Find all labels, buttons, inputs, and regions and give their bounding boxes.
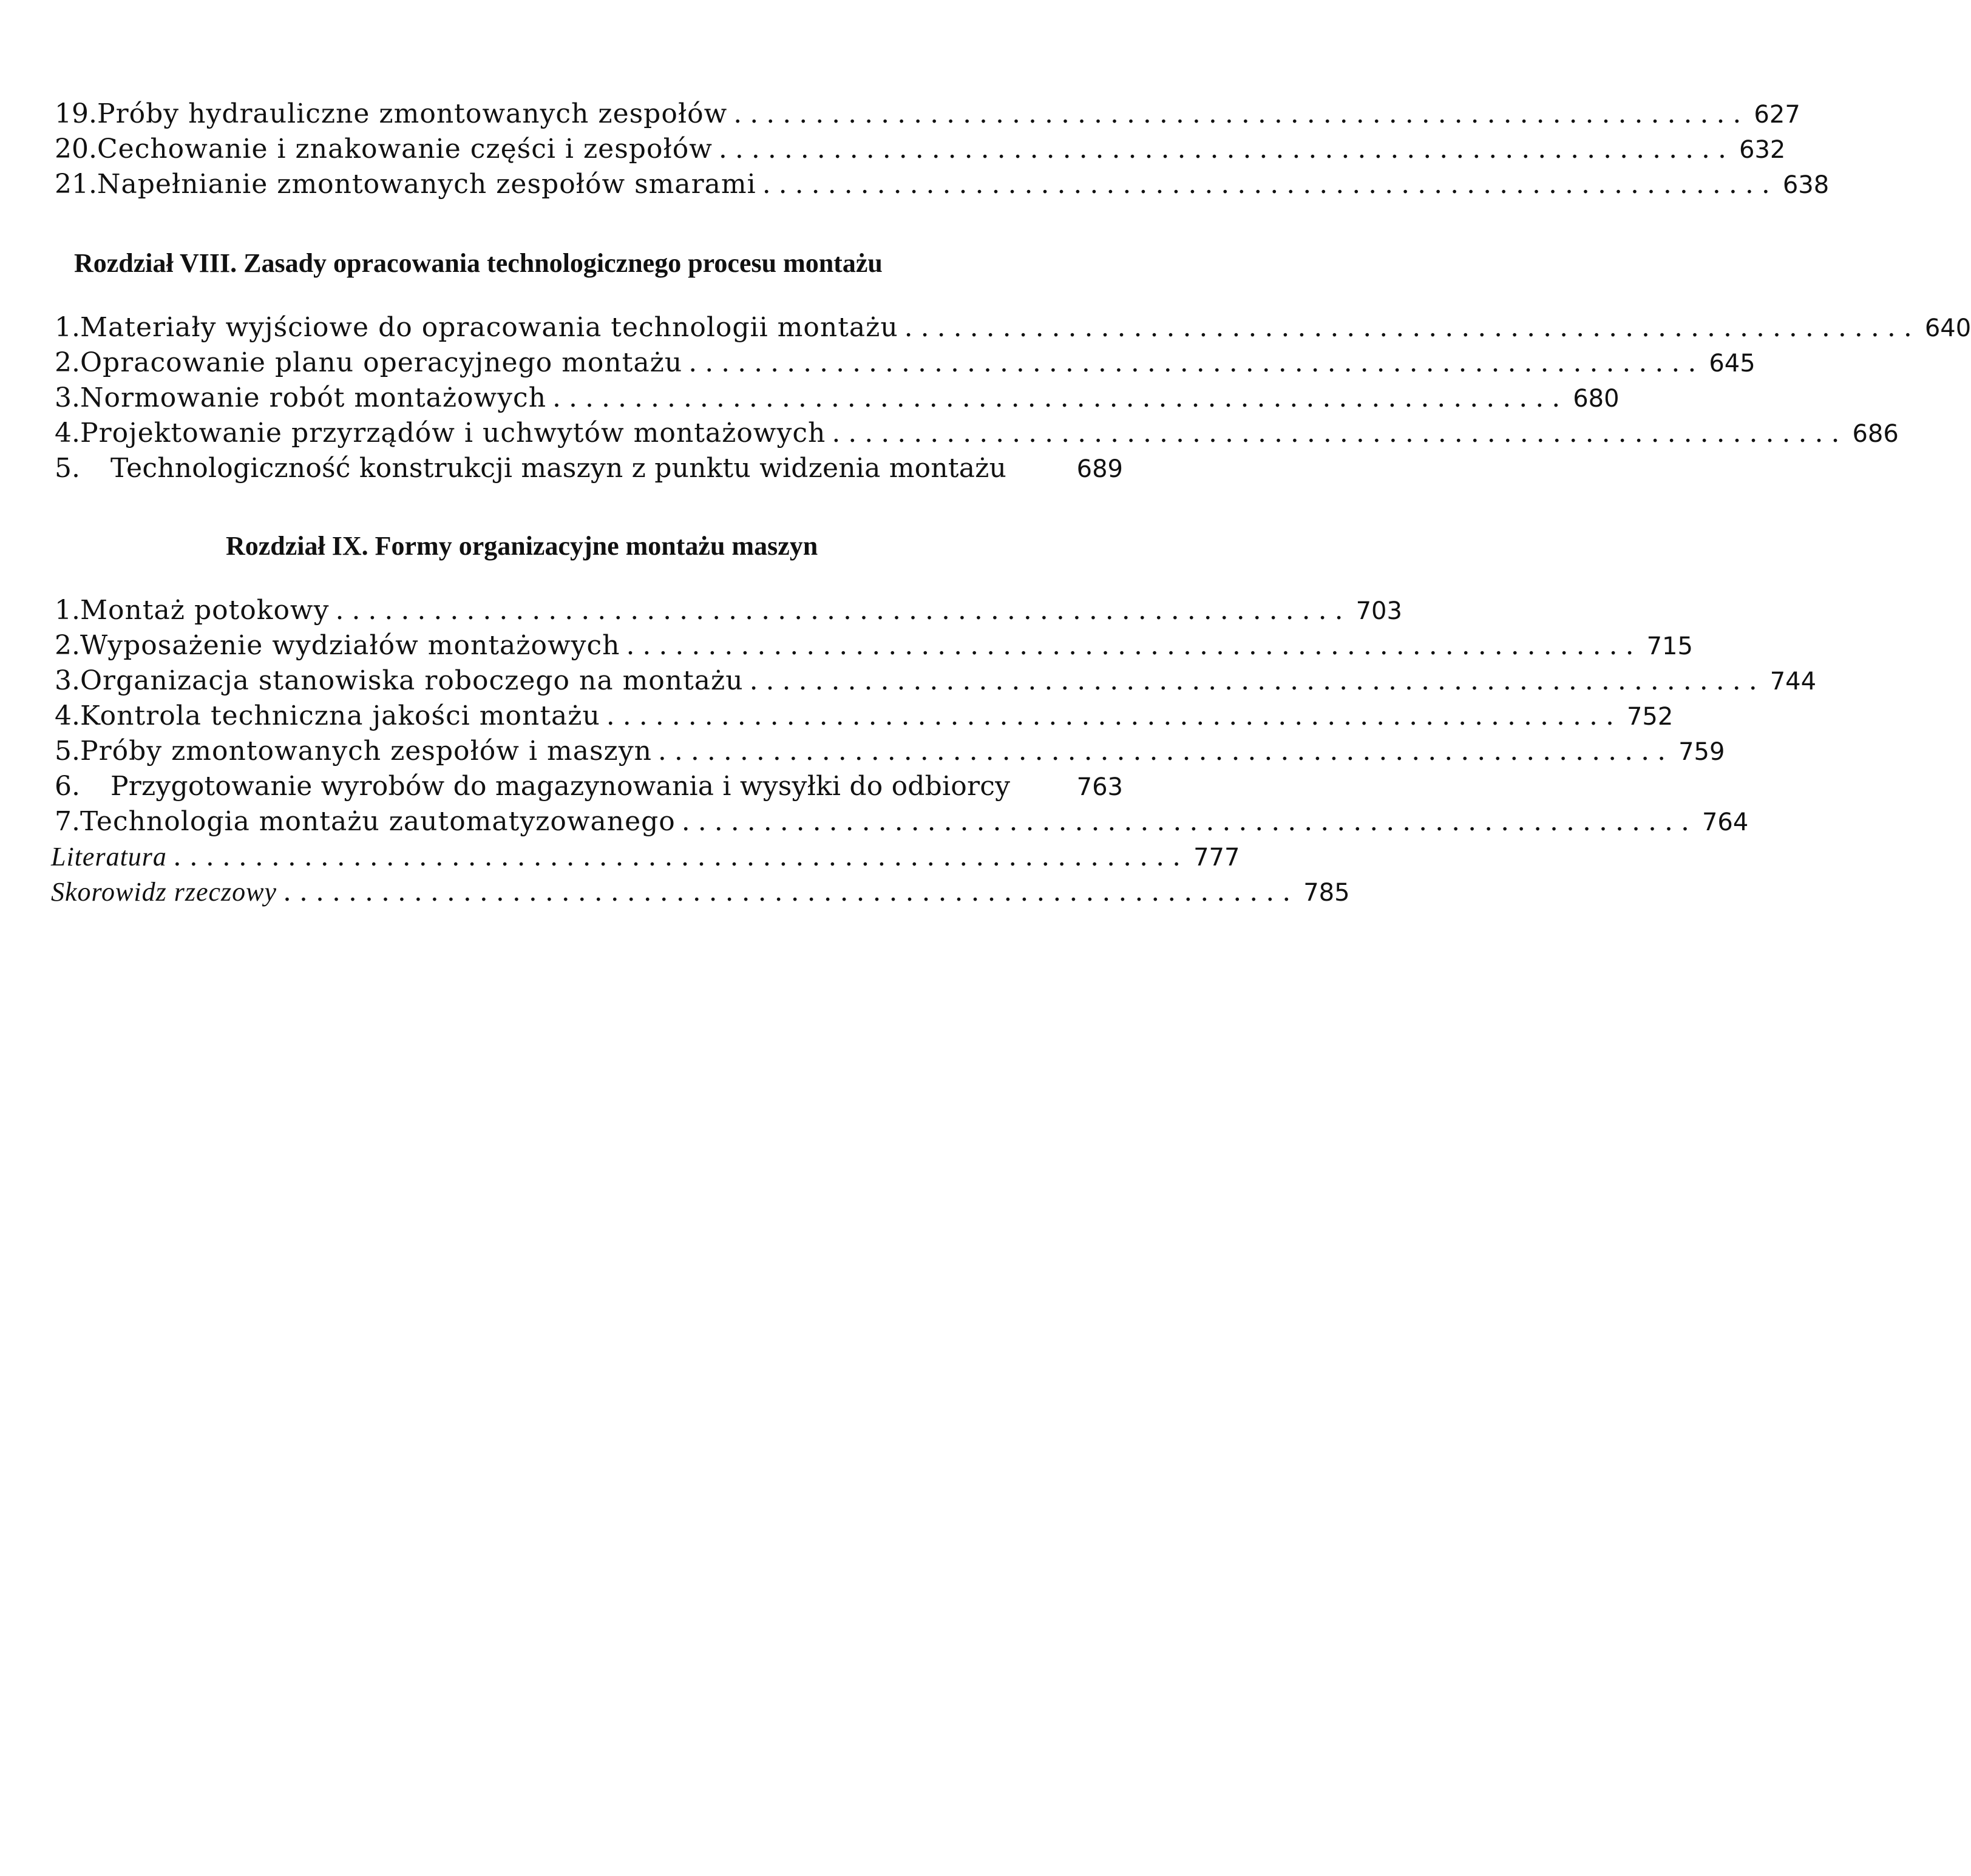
toc-entry-number: 4. [55, 418, 80, 449]
toc-leader-dots: .............................................................. [762, 169, 1778, 200]
toc-entry-number: 1. [55, 312, 80, 343]
toc-entry-title: Materiały wyjściowe do opracowania technologii montażu [80, 312, 898, 343]
toc-leader-dots: .............................................................. [749, 665, 1765, 696]
toc-entry [51, 874, 1350, 910]
chapter-heading: Rozdział VIII. Zasady opracowania technologicznego procesu montażu [74, 248, 883, 278]
toc-entry-number: 6. [55, 771, 80, 802]
toc-entry [55, 804, 1749, 840]
toc-entry-number: 1. [55, 595, 80, 626]
toc-entry-title: Montaż potokowy [80, 595, 330, 626]
toc-entry [55, 131, 1786, 168]
toc-entry-title: Próby zmontowanych zespołów i maszyn [80, 736, 652, 767]
toc-entry-number: 2. [55, 630, 80, 661]
toc-leader-dots: .............................................................. [606, 700, 1622, 731]
toc-entry-title: Technologiczność konstrukcji maszyn z punktu widzenia montażu [110, 453, 1007, 484]
toc-entry-title: Wyposażenie wydziałów montażowych [80, 630, 620, 661]
toc-entry-number: 5. [55, 453, 80, 484]
toc-entry [55, 733, 1725, 770]
toc-entry-page: 715 [1646, 632, 1693, 660]
toc-entry [55, 415, 1899, 452]
toc-entry-title: Literatura [51, 842, 167, 872]
toc-leader-dots: .............................................................. [657, 736, 1674, 767]
toc-entry-page: 785 [1303, 879, 1350, 907]
toc-entry-number: 19. [55, 98, 97, 129]
toc-entry-number: 21. [55, 169, 97, 200]
toc-entry-page: 627 [1754, 101, 1800, 129]
toc-entry-page: 763 [1076, 773, 1123, 801]
toc-entry [55, 166, 1830, 203]
toc-leader-dots: .............................................................. [552, 382, 1569, 413]
toc-entry-title: Napełnianie zmontowanych zespołów smarami [97, 169, 756, 200]
toc-entry-page: 689 [1076, 455, 1123, 483]
toc-entry-page: 638 [1782, 171, 1830, 199]
toc-entry-page: 645 [1709, 350, 1756, 378]
toc-entry-number: 7. [55, 806, 80, 837]
toc-entry [55, 380, 1620, 416]
toc-leader-dots: .............................................................. [718, 134, 1735, 164]
toc-entry-page: 703 [1355, 597, 1402, 625]
toc-entry-number: 4. [55, 700, 80, 731]
toc-entry [55, 96, 1800, 132]
toc-entry-number: 3. [55, 665, 80, 696]
toc-entry [55, 345, 1756, 381]
toc-entry [51, 839, 1240, 875]
toc-entry-page: 686 [1852, 420, 1899, 448]
toc-entry [55, 768, 1123, 805]
toc-entry-number: 2. [55, 347, 80, 378]
toc-entry-title: Przygotowanie wyrobów do magazynowania i wysyłki do odbiorcy [110, 771, 1011, 802]
toc-leader-dots: .............................................................. [688, 347, 1705, 378]
toc-entry-number: 3. [55, 382, 80, 413]
toc-entry-page: 764 [1701, 808, 1749, 836]
toc-entry-title: Cechowanie i znakowanie części i zespołów [97, 134, 713, 164]
toc-entry-page: 759 [1678, 738, 1725, 766]
toc-entry-title: Organizacja stanowiska roboczego na montażu [80, 665, 744, 696]
toc-entry-title: Opracowanie planu operacyjnego montażu [80, 347, 683, 378]
toc-entry-page: 777 [1193, 844, 1240, 872]
chapter-heading: Rozdział IX. Formy organizacyjne montażu maszyn [226, 531, 818, 561]
toc-entry-title: Projektowanie przyrządów i uchwytów montażowych [80, 418, 826, 449]
toc-entry-page: 680 [1573, 385, 1620, 413]
toc-leader-dots: .............................................................. [172, 841, 1189, 872]
toc-entry-title: Technologia montażu zautomatyzowanego [80, 806, 676, 837]
toc-entry-page: 632 [1739, 136, 1786, 164]
toc-entry [55, 628, 1693, 664]
toc-leader-dots: .............................................................. [335, 595, 1351, 626]
toc-entry-number: 5. [55, 736, 80, 767]
toc-entry [55, 698, 1674, 734]
toc-leader-dots: .............................................................. [904, 312, 1920, 343]
toc-entry [55, 592, 1402, 629]
toc-leader-dots: .............................................................. [283, 876, 1299, 907]
toc-entry [55, 450, 1123, 487]
toc-entry [55, 663, 1817, 699]
toc-entry-title: Kontrola techniczna jakości montażu [80, 700, 600, 731]
toc-leader-dots: .............................................................. [832, 418, 1848, 449]
toc-entry-page: 744 [1769, 668, 1817, 696]
toc-leader-dots: .............................................................. [733, 98, 1749, 129]
toc-entry-page: 640 [1924, 314, 1971, 342]
toc-entry-title: Próby hydrauliczne zmontowanych zespołów [97, 98, 728, 129]
toc-leader-dots: .............................................................. [626, 630, 1642, 661]
toc-entry-page: 752 [1626, 703, 1674, 731]
toc-leader-dots: .............................................................. [681, 806, 1697, 837]
toc-entry-number: 20. [55, 134, 97, 164]
toc-entry [55, 310, 1971, 346]
toc-entry-title: Skorowidz rzeczowy [51, 877, 277, 907]
toc-entry-title: Normowanie robót montażowych [80, 382, 547, 413]
